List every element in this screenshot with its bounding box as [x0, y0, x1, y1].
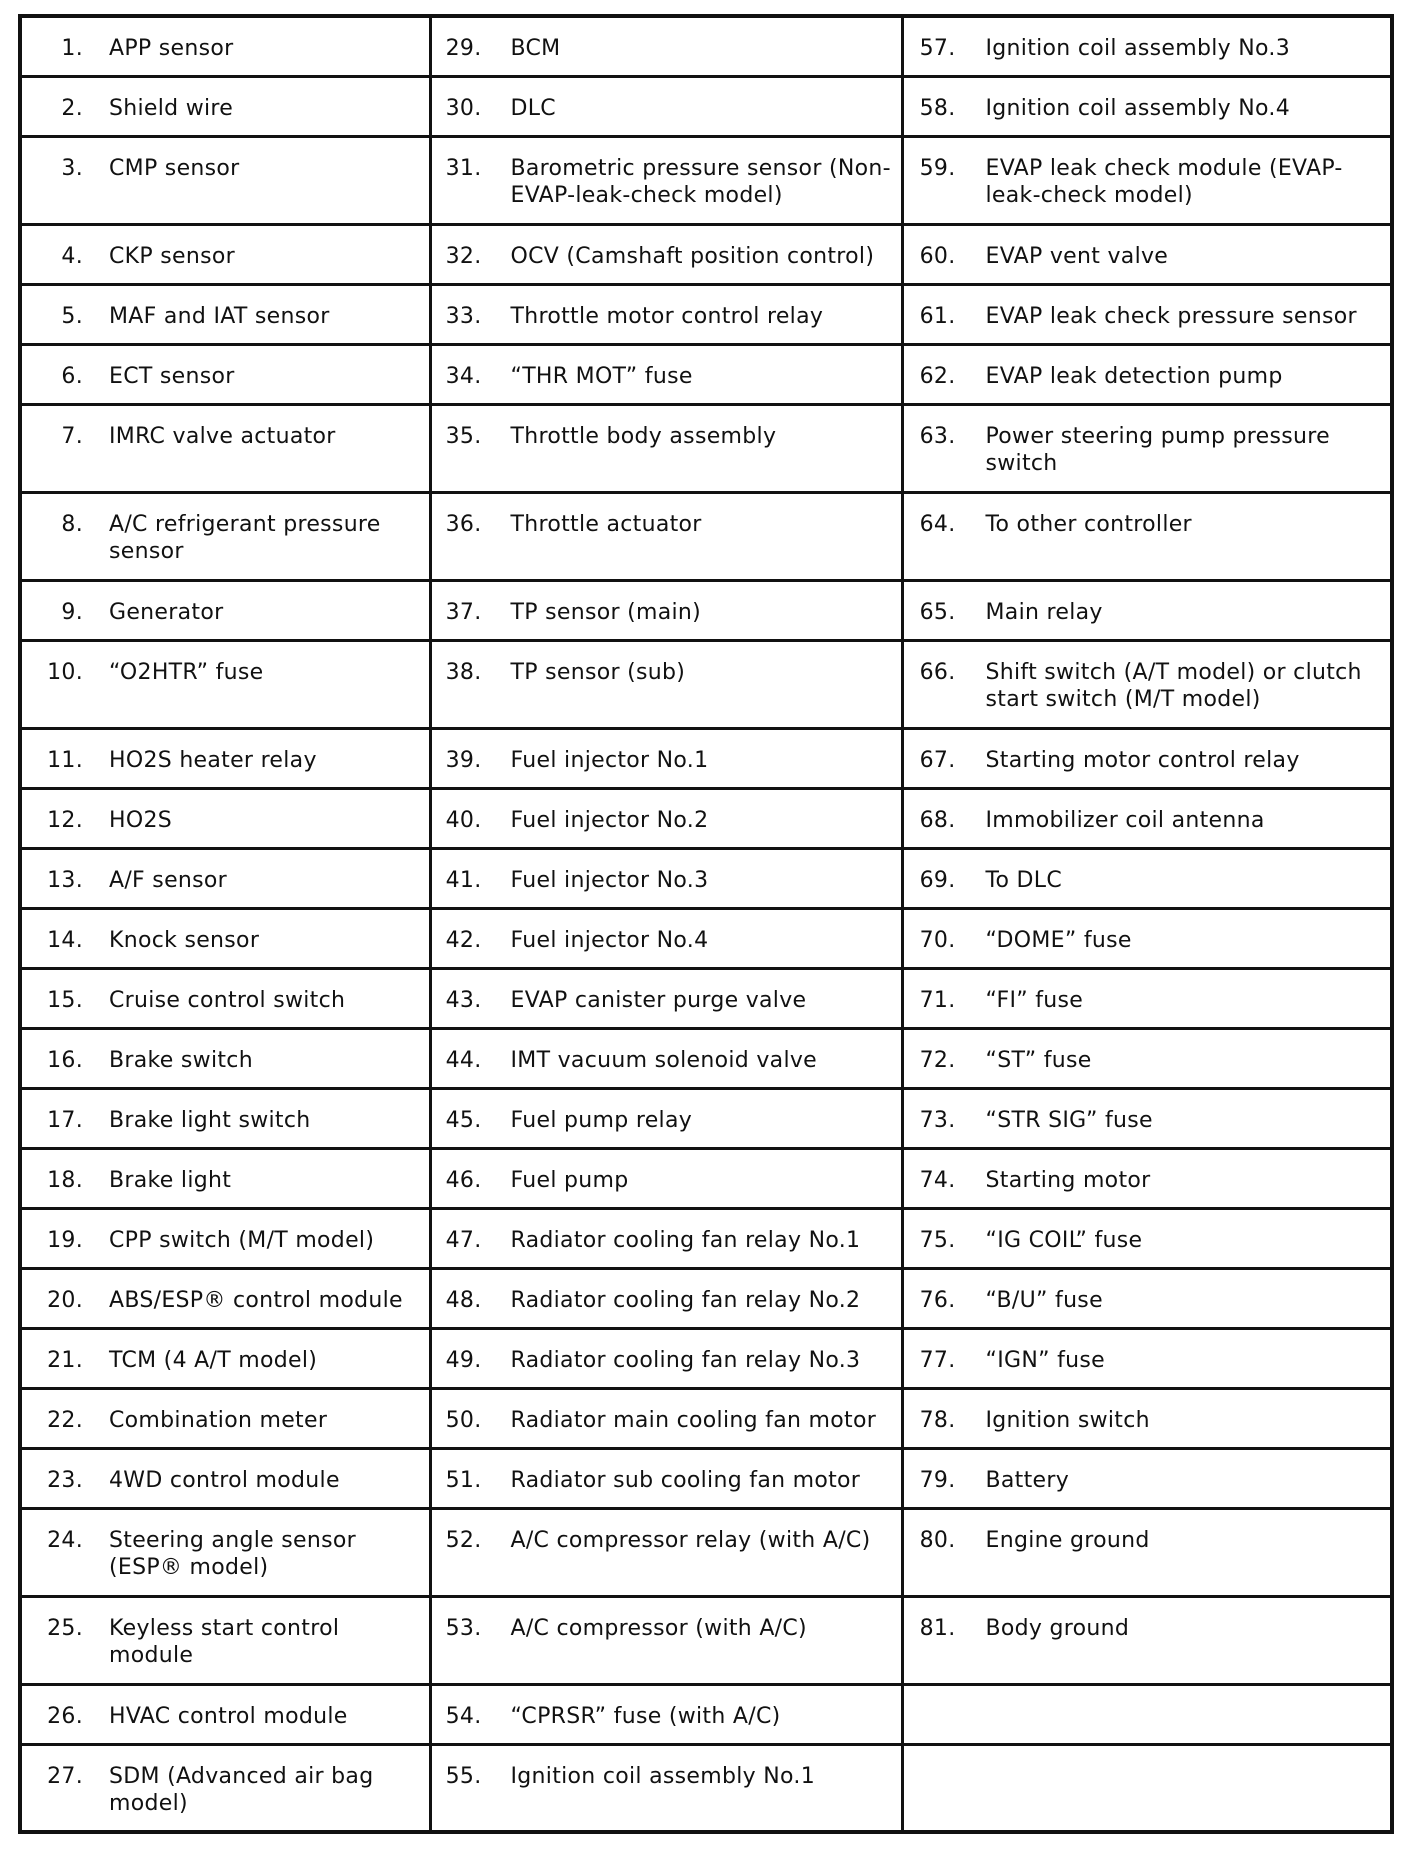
legend-cell: [20, 788, 430, 848]
item-label: TP sensor (sub): [510, 659, 686, 685]
legend-row: [20, 76, 1392, 136]
item-label: Knock sensor: [109, 927, 260, 953]
legend-cell: [20, 1684, 430, 1744]
legend-cell: [20, 16, 430, 76]
item-number: 76.: [919, 1287, 956, 1313]
item-number: 16.: [47, 1047, 83, 1073]
item-label: Starting motor: [985, 1167, 1151, 1193]
item-number: 7.: [61, 423, 83, 449]
item-number: 55.: [445, 1763, 482, 1789]
item-label: Steering angle sensor (ESP® model): [109, 1527, 356, 1580]
item-label: Throttle motor control relay: [510, 303, 824, 329]
legend-cell: [902, 16, 1392, 76]
legend-cell: [430, 1596, 902, 1684]
item-number: 44.: [445, 1047, 482, 1073]
item-label: CPP switch (M/T model): [109, 1227, 375, 1253]
item-label: Ignition coil assembly No.1: [510, 1763, 815, 1789]
item-number: 12.: [47, 807, 83, 833]
legend-cell: [902, 1388, 1392, 1448]
legend-cell: [20, 136, 430, 224]
legend-cell: [430, 580, 902, 640]
item-label: “IGN” fuse: [985, 1347, 1105, 1373]
item-label: “CPRSR” fuse (with A/C): [510, 1703, 781, 1729]
legend-cell: [20, 968, 430, 1028]
legend-cell: [430, 1684, 902, 1744]
legend-row: [20, 1028, 1392, 1088]
legend-cell: [20, 1268, 430, 1328]
item-label: MAF and IAT sensor: [109, 303, 330, 329]
legend-cell: [430, 136, 902, 224]
item-number: 47.: [445, 1227, 482, 1253]
item-number: 73.: [919, 1107, 956, 1133]
legend-cell: [20, 848, 430, 908]
legend-row: [20, 640, 1392, 728]
item-number: 66.: [919, 659, 956, 685]
item-number: 70.: [919, 927, 956, 953]
legend-row: [20, 224, 1392, 284]
item-label: “IG COIL” fuse: [985, 1227, 1143, 1253]
item-number: 53.: [445, 1615, 482, 1641]
legend-cell: [20, 1388, 430, 1448]
legend-cell: [902, 344, 1392, 404]
item-number: 48.: [445, 1287, 482, 1313]
item-label: Main relay: [985, 599, 1103, 625]
item-number: 50.: [445, 1407, 482, 1433]
item-number: 64.: [919, 511, 956, 537]
legend-cell: [20, 1208, 430, 1268]
item-number: 77.: [919, 1347, 956, 1373]
legend-cell: [20, 580, 430, 640]
item-number: 2.: [61, 95, 83, 121]
legend-row: [20, 968, 1392, 1028]
item-label: Radiator cooling fan relay No.1: [510, 1227, 861, 1253]
item-label: SDM (Advanced air bag model): [109, 1763, 374, 1816]
item-number: 3.: [61, 155, 83, 181]
legend-cell: [430, 1744, 902, 1832]
item-number: 25.: [47, 1615, 83, 1641]
item-number: 30.: [445, 95, 482, 121]
legend-cell: [902, 1596, 1392, 1684]
item-label: APP sensor: [109, 36, 234, 61]
item-label: Engine ground: [985, 1527, 1150, 1553]
item-label: EVAP leak check pressure sensor: [985, 303, 1357, 329]
legend-cell: [20, 728, 430, 788]
item-number: 20.: [47, 1287, 83, 1313]
item-label: Battery: [985, 1467, 1070, 1493]
legend-body: [20, 16, 1392, 1832]
legend-cell: [902, 848, 1392, 908]
item-label: “DOME” fuse: [985, 927, 1132, 953]
legend-cell: [430, 908, 902, 968]
legend-row: [20, 1328, 1392, 1388]
item-number: 72.: [919, 1047, 956, 1073]
item-label: Fuel injector No.1: [510, 747, 709, 773]
legend-cell: [430, 492, 902, 580]
legend-cell: [20, 284, 430, 344]
legend-row: [20, 1684, 1392, 1744]
legend-cell: [430, 1508, 902, 1596]
item-number: 78.: [919, 1407, 956, 1433]
item-number: 43.: [445, 987, 482, 1013]
legend-row: [20, 1148, 1392, 1208]
component-legend-table: [18, 14, 1394, 1834]
legend-cell: [430, 284, 902, 344]
item-number: 71.: [919, 987, 956, 1013]
legend-cell: [20, 76, 430, 136]
item-number: 26.: [47, 1703, 83, 1729]
legend-row: [20, 1744, 1392, 1832]
item-number: 45.: [445, 1107, 482, 1133]
item-number: 23.: [47, 1467, 83, 1493]
item-number: 19.: [47, 1227, 83, 1253]
item-number: 42.: [445, 927, 482, 953]
item-number: 24.: [47, 1527, 83, 1553]
legend-cell: [430, 1028, 902, 1088]
legend-cell: [430, 76, 902, 136]
item-label: Radiator sub cooling fan motor: [510, 1467, 861, 1493]
legend-cell: [902, 580, 1392, 640]
item-label: TCM (4 A/T model): [109, 1347, 318, 1373]
item-number: 4.: [61, 243, 83, 269]
legend-cell: [902, 788, 1392, 848]
item-label: Shift switch (A/T model) or clutch start switch (M/T model): [985, 659, 1362, 712]
item-label: Immobilizer coil antenna: [985, 807, 1265, 833]
item-number: 10.: [47, 659, 83, 685]
item-label: A/C compressor relay (with A/C): [510, 1527, 871, 1553]
item-label: 4WD control module: [109, 1467, 340, 1493]
item-number: 51.: [445, 1467, 482, 1493]
item-label: A/C compressor (with A/C): [510, 1615, 807, 1641]
legend-cell: [20, 344, 430, 404]
legend-cell: [20, 1508, 430, 1596]
item-label: Fuel injector No.4: [510, 927, 709, 953]
legend-cell: [430, 16, 902, 76]
legend-row: [20, 344, 1392, 404]
item-label: To DLC: [985, 867, 1063, 893]
item-number: 36.: [445, 511, 482, 537]
item-number: 13.: [47, 867, 83, 893]
item-label: HVAC control module: [109, 1703, 348, 1729]
item-label: EVAP canister purge valve: [510, 987, 807, 1013]
legend-row: [20, 492, 1392, 580]
legend-cell: [430, 848, 902, 908]
item-label: IMT vacuum solenoid valve: [510, 1047, 818, 1073]
legend-cell: [902, 1268, 1392, 1328]
item-number: 17.: [47, 1107, 83, 1133]
item-number: 40.: [445, 807, 482, 833]
legend-cell: [430, 1088, 902, 1148]
item-number: 6.: [61, 363, 83, 389]
legend-cell: [902, 1744, 1392, 1832]
item-label: “ST” fuse: [985, 1047, 1092, 1073]
item-label: “STR SIG” fuse: [985, 1107, 1153, 1133]
item-number: 49.: [445, 1347, 482, 1373]
legend-row: [20, 1596, 1392, 1684]
legend-cell: [20, 640, 430, 728]
item-number: 1.: [61, 36, 83, 61]
item-label: Brake switch: [109, 1047, 253, 1073]
legend-cell: [430, 1328, 902, 1388]
item-label: ECT sensor: [109, 363, 235, 389]
item-number: 81.: [919, 1615, 956, 1641]
item-number: 27.: [47, 1763, 83, 1789]
legend-cell: [902, 284, 1392, 344]
item-label: Ignition switch: [985, 1407, 1150, 1433]
item-label: Keyless start control module: [109, 1615, 340, 1668]
legend-row: [20, 580, 1392, 640]
item-label: DLC: [510, 95, 556, 121]
item-label: Fuel injector No.2: [510, 807, 709, 833]
legend-cell: [902, 224, 1392, 284]
legend-cell: [902, 908, 1392, 968]
item-number: 18.: [47, 1167, 83, 1193]
legend-cell: [902, 492, 1392, 580]
item-label: HO2S heater relay: [109, 747, 317, 773]
item-number: 75.: [919, 1227, 956, 1253]
legend-row: [20, 284, 1392, 344]
item-label: Barometric pressure sensor (Non-EVAP-leak-check model): [510, 155, 891, 208]
item-label: “FI” fuse: [985, 987, 1084, 1013]
item-number: 41.: [445, 867, 482, 893]
legend-cell: [430, 1208, 902, 1268]
legend-cell: [430, 640, 902, 728]
item-label: Shield wire: [109, 95, 234, 121]
item-label: Power steering pump pressure switch: [985, 423, 1330, 476]
legend-cell: [902, 76, 1392, 136]
legend-cell: [430, 1148, 902, 1208]
item-number: 68.: [919, 807, 956, 833]
item-number: 9.: [61, 599, 83, 625]
legend-cell: [430, 224, 902, 284]
legend-cell: [902, 1508, 1392, 1596]
item-number: 37.: [445, 599, 482, 625]
item-number: 29.: [445, 36, 482, 61]
item-label: BCM: [510, 36, 561, 61]
legend-cell: [430, 1388, 902, 1448]
item-number: 34.: [445, 363, 482, 389]
item-label: HO2S: [109, 807, 173, 833]
item-label: Brake light: [109, 1167, 232, 1193]
legend-row: [20, 404, 1392, 492]
item-number: 62.: [919, 363, 956, 389]
legend-row: [20, 16, 1392, 76]
item-label: A/F sensor: [109, 867, 228, 893]
item-number: 80.: [919, 1527, 956, 1553]
legend-cell: [902, 1028, 1392, 1088]
legend-cell: [20, 492, 430, 580]
legend-cell: [902, 1148, 1392, 1208]
item-label: OCV (Camshaft position control): [510, 243, 875, 269]
item-label: ABS/ESP® control module: [109, 1287, 403, 1313]
legend-row: [20, 1448, 1392, 1508]
item-number: 8.: [61, 511, 83, 537]
item-number: 31.: [445, 155, 482, 181]
legend-row: [20, 1208, 1392, 1268]
legend-cell: [430, 1268, 902, 1328]
legend-cell: [902, 728, 1392, 788]
item-number: 65.: [919, 599, 956, 625]
item-label: CMP sensor: [109, 155, 240, 181]
legend-cell: [20, 224, 430, 284]
legend-row: [20, 1268, 1392, 1328]
item-label: EVAP leak check module (EVAP-leak-check model): [985, 155, 1343, 208]
item-number: 67.: [919, 747, 956, 773]
item-label: Generator: [109, 599, 224, 625]
legend-cell: [902, 1088, 1392, 1148]
item-number: 63.: [919, 423, 956, 449]
item-number: 11.: [47, 747, 83, 773]
item-number: 58.: [919, 95, 956, 121]
legend-row: [20, 908, 1392, 968]
item-label: Combination meter: [109, 1407, 328, 1433]
item-label: “O2HTR” fuse: [109, 659, 264, 685]
legend-cell: [902, 404, 1392, 492]
legend-cell: [430, 404, 902, 492]
legend-cell: [20, 1148, 430, 1208]
legend-cell: [20, 908, 430, 968]
legend-cell: [902, 136, 1392, 224]
item-number: 61.: [919, 303, 956, 329]
item-number: 35.: [445, 423, 482, 449]
item-label: EVAP vent valve: [985, 243, 1169, 269]
item-label: CKP sensor: [109, 243, 235, 269]
legend-row: [20, 136, 1392, 224]
legend-cell: [20, 1088, 430, 1148]
item-number: 74.: [919, 1167, 956, 1193]
item-label: Brake light switch: [109, 1107, 311, 1133]
legend-cell: [430, 968, 902, 1028]
item-number: 32.: [445, 243, 482, 269]
legend-row: [20, 1388, 1392, 1448]
legend-cell: [902, 1328, 1392, 1388]
item-label: “B/U” fuse: [985, 1287, 1103, 1313]
item-number: 33.: [445, 303, 482, 329]
item-number: 54.: [445, 1703, 482, 1729]
item-label: Radiator main cooling fan motor: [510, 1407, 877, 1433]
item-label: Fuel pump: [510, 1167, 629, 1193]
item-label: Fuel pump relay: [510, 1107, 693, 1133]
legend-cell: [902, 640, 1392, 728]
item-label: Throttle body assembly: [510, 423, 777, 449]
legend-row: [20, 1088, 1392, 1148]
item-number: 15.: [47, 987, 83, 1013]
item-label: To other controller: [985, 511, 1192, 537]
legend-cell: [20, 404, 430, 492]
legend-cell: [902, 1448, 1392, 1508]
legend-cell: [20, 1744, 430, 1832]
item-label: Cruise control switch: [109, 987, 346, 1013]
legend-cell: [430, 344, 902, 404]
item-number: 69.: [919, 867, 956, 893]
item-number: 14.: [47, 927, 83, 953]
item-number: 22.: [47, 1407, 83, 1433]
item-number: 46.: [445, 1167, 482, 1193]
item-number: 52.: [445, 1527, 482, 1553]
legend-cell: [20, 1028, 430, 1088]
legend-cell: [430, 1448, 902, 1508]
legend-row: [20, 1508, 1392, 1596]
item-label: Radiator cooling fan relay No.3: [510, 1347, 861, 1373]
item-label: “THR MOT” fuse: [510, 363, 693, 389]
item-label: Throttle actuator: [510, 511, 702, 537]
legend-row: [20, 728, 1392, 788]
item-label: IMRC valve actuator: [109, 423, 336, 449]
item-label: Fuel injector No.3: [510, 867, 709, 893]
item-label: Radiator cooling fan relay No.2: [510, 1287, 861, 1313]
item-number: 39.: [445, 747, 482, 773]
item-label: Starting motor control relay: [985, 747, 1300, 773]
legend-cell: [430, 728, 902, 788]
legend-cell: [430, 788, 902, 848]
item-label: EVAP leak detection pump: [985, 363, 1283, 389]
legend-cell: [902, 968, 1392, 1028]
item-label: Ignition coil assembly No.4: [985, 95, 1290, 121]
legend-cell: [902, 1208, 1392, 1268]
legend-row: [20, 848, 1392, 908]
item-number: 57.: [919, 36, 956, 61]
item-number: 59.: [919, 155, 956, 181]
legend-cell: [902, 1684, 1392, 1744]
item-label: Ignition coil assembly No.3: [985, 36, 1290, 61]
item-number: 79.: [919, 1467, 956, 1493]
item-number: 21.: [47, 1347, 83, 1373]
legend-row: [20, 788, 1392, 848]
item-label: Body ground: [985, 1615, 1130, 1641]
item-label: A/C refrigerant pressure sensor: [109, 511, 381, 564]
item-number: 38.: [445, 659, 482, 685]
legend-cell: [20, 1448, 430, 1508]
legend-cell: [20, 1596, 430, 1684]
item-number: 60.: [919, 243, 956, 269]
item-number: 5.: [61, 303, 83, 329]
item-label: TP sensor (main): [510, 599, 702, 625]
legend-cell: [20, 1328, 430, 1388]
